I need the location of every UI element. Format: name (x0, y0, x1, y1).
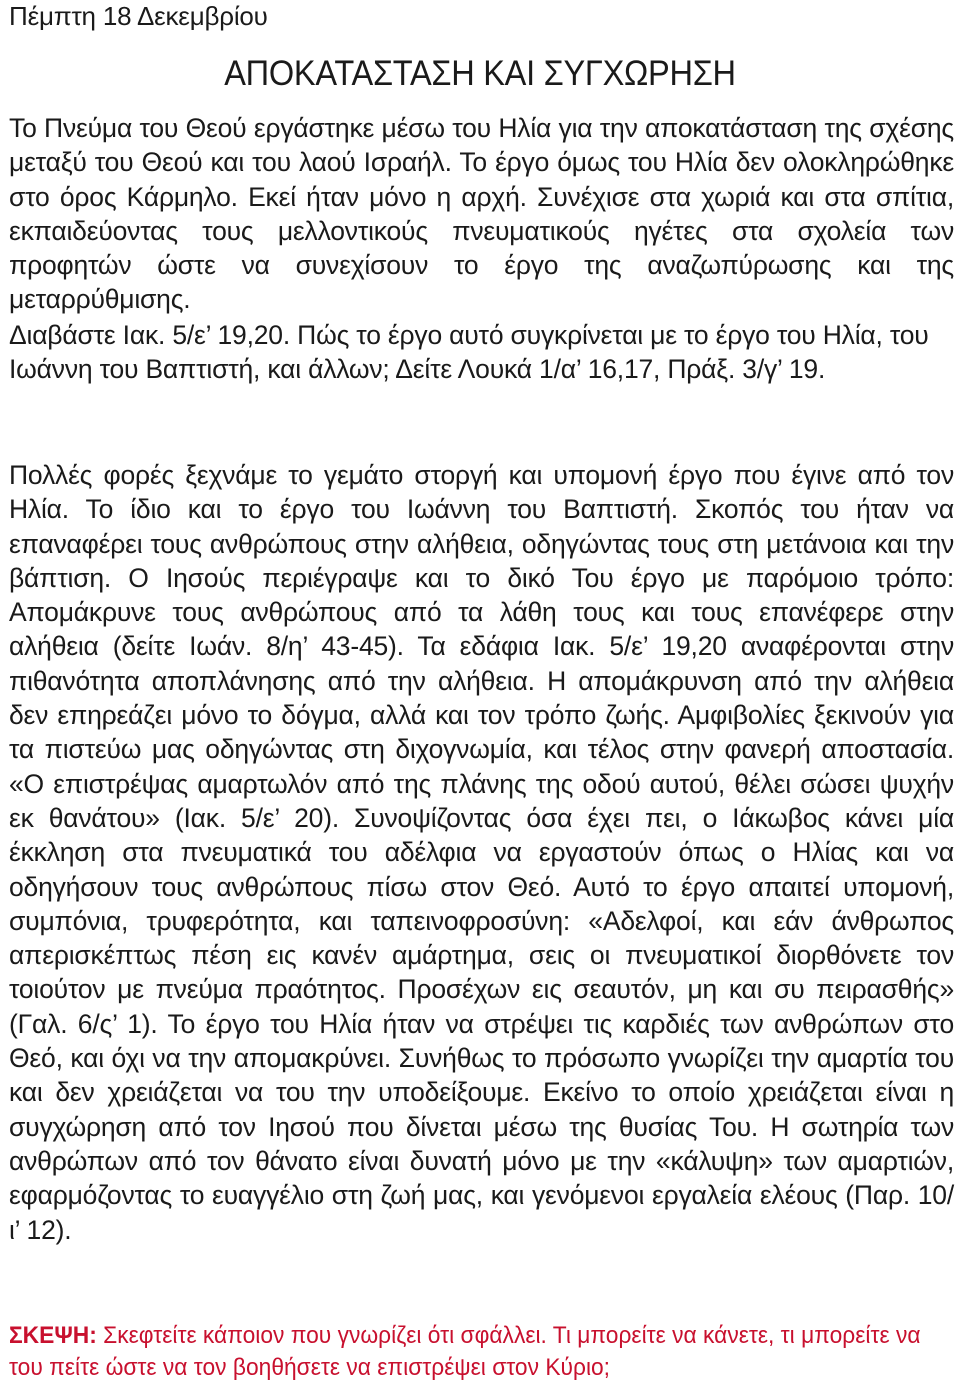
page-title: ΑΠΟΚΑΤΑΣΤΑΣΗ ΚΑΙ ΣΥΓΧΩΡΗΣΗ (224, 54, 736, 93)
page-date: Πέμπτη 18 Δεκεμβρίου (9, 1, 268, 31)
reading-text: Διαβάστε Ιακ. 5/ε’ 19,20. Πώς το έργο αυτό συγκρίνεται με το έργο του Ηλία, του Ιωάννη του Βαπτιστή, και άλλων; Δείτε Λουκά 1/α’ 16,17, Πράξ. 3/γ’ 19. (9, 320, 929, 385)
thought-label: ΣΚΕΨΗ: (9, 1322, 104, 1349)
intro-text: Το Πνεύμα του Θεού εργάστηκε μέσω του Ηλία για την αποκατάσταση της σχέσης μεταξύ του Θεού και του λαού Ισραήλ. Το έργο όμως του Ηλία δεν ολοκληρώθηκε στο όρος Κάρμηλο. Εκεί ήταν μόνο η αρχή. Συνέχισε στα χωριά και στα σπίτια, εκπαιδεύοντας τους μελλοντικούς πνευματικούς ηγέτες στα σχολεία των προφητών ώστε να συνεχίσουν το έργο της αναζωπύρωσης και της μεταρρύθμισης. (9, 113, 954, 315)
thought-box (9, 1320, 954, 1384)
intro-paragraph (9, 111, 954, 317)
main-text: Πολλές φορές ξεχνάμε το γεμάτο στοργή και υπομονή έργο που έγινε από τον Ηλία. Το ίδιο και το έργο του Ιωάννη του Βαπτιστή. Σκοπός του ήταν να επαναφέρει τους ανθρώπους στην αλήθεια, οδηγώντας τους στη μετάνοια και την βάπτιση. Ο Ιησούς περιέγραψε και το δικό Του έργο με παρόμοιο τρόπο: Απομάκρυνε τους ανθρώπους από τα λάθη τους και τους επανέφερε στην αλήθεια (δείτε Ιωάν. 8/η’ 43-45). Τα εδάφια Ιακ. 5/ε’ 19,20 αναφέρονται στην πιθανότητα αποπλάνησης από την αλήθεια. Η απομάκρυνση από την αλήθεια δεν επηρεάζει μόνο το δόγμα, αλλά και τον τρόπο ζωής. Αμφιβολίες ξεκινούν για τα πιστεύω μας οδηγώντας στη διχογνωμία, και τέλος στην φανερή αποστασία. «Ο επιστρέψας αμαρτωλόν από της πλάνης της οδού αυτού, θέλει σώσει ψυχήν εκ θανάτου» (Ιακ. 5/ε’ 20). Συνοψίζοντας όσα έχει πει, ο Ιάκωβος κάνει μία έκκληση στα πνευματικά του αδέλφια να εργαστούν όπως ο Ηλίας και να οδηγήσουν τους ανθρώπους πίσω στον Θεό. Αυτό το έργο απαιτεί υπομονή, συμπόνια, τρυφερότητα, και ταπεινοφροσύνη: «Αδελφοί, και εάν άνθρωπος απερισκέπτως πέση εις κανέν αμάρτημα, σεις οι πνευματικοί διορθόνετε τον τοιούτον με πνεύμα πραότητος. Προσέχων εις σεαυτόν, μη και συ πειρασθής» (Γαλ. 6/ς’ 1). Το έργο του Ηλία ήταν να στρέψει τις καρδιές των ανθρώπων στο Θεό, και όχι να την απομακρύνει. Συνήθως το πρόσωπο γνωρίζει την αμαρτία του και δεν χρειάζεται να του την υποδείξουμε. Εκείνο το οποίο χρειάζεται είναι η συγχώρηση από τον Ιησού που δίνεται μέσω της θυσίας Του. Η σωτηρία των ανθρώπων από τον θάνατο είναι δυνατή μόνο με την «κάλυψη» των αμαρτιών, εφαρμόζοντας το ευαγγέλιο στη ζωή μας, και γενόμενοι εργαλεία ελέους (Παρ. 10/ι’ 12). (9, 460, 954, 1245)
thought-text: Σκεφτείτε κάποιον που γνωρίζει ότι σφάλλει. Τι μπορείτε να κάνετε, τι μπορείτε να του πείτε ώστε να τον βοηθήσετε να επιστρέψει στον Κύριο; (9, 1322, 921, 1381)
reading-paragraph (9, 318, 954, 387)
main-paragraph (9, 458, 954, 1247)
